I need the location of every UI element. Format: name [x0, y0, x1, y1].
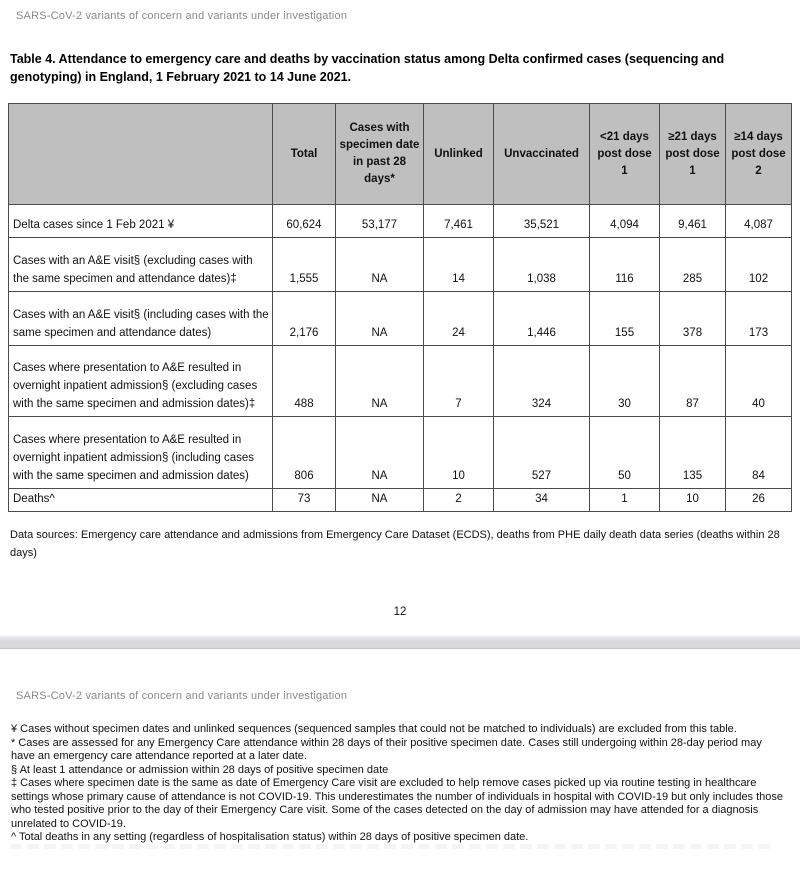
value-cell: 24: [424, 292, 494, 346]
column-header: Unlinked: [424, 104, 494, 205]
value-cell: 35,521: [494, 205, 590, 238]
value-cell: NA: [336, 417, 424, 489]
row-label: Cases with an A&E visit§ (excluding cases with the same specimen and attendance dates)‡: [9, 238, 273, 292]
value-cell: 84: [726, 417, 792, 489]
value-cell: 87: [660, 346, 726, 417]
column-header: ≥21 days post dose 1: [660, 104, 726, 205]
row-label: Cases with an A&E visit§ (including cases with the same specimen and attendance dates): [9, 292, 273, 346]
value-cell: 1: [590, 489, 660, 512]
value-cell: 9,461: [660, 205, 726, 238]
value-cell: 527: [494, 417, 590, 489]
value-cell: 173: [726, 292, 792, 346]
value-cell: 73: [273, 489, 336, 512]
value-cell: 324: [494, 346, 590, 417]
footnote: ^ Total deaths in any setting (regardless of hospitalisation status) within 28 days of positive specimen date.: [11, 831, 529, 843]
value-cell: 488: [273, 346, 336, 417]
value-cell: 285: [660, 238, 726, 292]
column-header: <21 days post dose 1: [590, 104, 660, 205]
document-page-2: [0, 649, 800, 870]
value-cell: 7: [424, 346, 494, 417]
value-cell: 50: [590, 417, 660, 489]
value-cell: 2: [424, 489, 494, 512]
table-row: [9, 238, 792, 292]
value-cell: 10: [424, 417, 494, 489]
column-header: ≥14 days post dose 2: [726, 104, 792, 205]
running-header: SARS-CoV-2 variants of concern and variants under investigation: [16, 690, 348, 702]
value-cell: 102: [726, 238, 792, 292]
faded-text-remnant: [10, 844, 772, 849]
row-label: Cases where presentation to A&E resulted in overnight inpatient admission§ (including cases with the same specimen and admission dates): [9, 417, 273, 489]
value-cell: 155: [590, 292, 660, 346]
column-header: Cases with specimen date in past 28 days*: [336, 104, 424, 205]
footnote: * Cases are assessed for any Emergency Care attendance within 28 days of their positive specimen date. Cases still undergoing within 28-day period may have an emergency care attendance reported at a later date.: [11, 736, 762, 762]
page-number: 12: [393, 606, 407, 618]
value-cell: 60,624: [273, 205, 336, 238]
value-cell: 806: [273, 417, 336, 489]
value-cell: NA: [336, 238, 424, 292]
table-row: [9, 417, 792, 489]
value-cell: 1,555: [273, 238, 336, 292]
footnote: ¥ Cases without specimen dates and unlinked sequences (sequenced samples that could not be matched to individuals) are excluded from this table.: [11, 723, 737, 735]
table-row: [9, 346, 792, 417]
value-cell: 4,094: [590, 205, 660, 238]
row-label-column-header: [9, 104, 273, 205]
value-cell: 7,461: [424, 205, 494, 238]
value-cell: 34: [494, 489, 590, 512]
value-cell: 135: [660, 417, 726, 489]
table-row: [9, 489, 792, 512]
column-header: Unvaccinated: [494, 104, 590, 205]
footnote: § At least 1 attendance or admission within 28 days of positive specimen date: [11, 763, 389, 776]
value-cell: 40: [726, 346, 792, 417]
value-cell: 4,087: [726, 205, 792, 238]
column-header: Total: [273, 104, 336, 205]
attendance-deaths-table: [8, 103, 792, 512]
value-cell: 2,176: [273, 292, 336, 346]
table-title: Table 4. Attendance to emergency care and deaths by vaccination status among Delta confirmed cases (sequencing and genotyping) in England, 1 February 2021 to 14 June 2021.: [10, 52, 725, 84]
table-row: [9, 205, 792, 238]
footnotes: [11, 723, 787, 845]
value-cell: 14: [424, 238, 494, 292]
value-cell: 116: [590, 238, 660, 292]
row-label: Deaths^: [9, 489, 273, 512]
row-label: Delta cases since 1 Feb 2021 ¥: [9, 205, 273, 238]
row-label: Cases where presentation to A&E resulted in overnight inpatient admission§ (excluding cases with the same specimen and admission dates)‡: [9, 346, 273, 417]
table-header-row: [9, 104, 792, 205]
value-cell: NA: [336, 489, 424, 512]
value-cell: 378: [660, 292, 726, 346]
value-cell: 53,177: [336, 205, 424, 238]
value-cell: 10: [660, 489, 726, 512]
value-cell: NA: [336, 292, 424, 346]
data-sources-note: Data sources: Emergency care attendance and admissions from Emergency Care Dataset (ECDS), deaths from PHE daily death data series (deaths within 28 days): [10, 529, 780, 559]
value-cell: 26: [726, 489, 792, 512]
running-header: SARS-CoV-2 variants of concern and variants under investigation: [16, 10, 348, 22]
footnote: ‡ Cases where specimen date is the same as date of Emergency Care visit are excluded to help remove cases picked up via routine testing in healthcare settings whose primary cause of attendance is not COVID-19. This underestimates the number of individuals in hospital with COVID-19 but only includes those who tested positive prior to the day of their Emergency Care visit. Some of the cases detected on the day of admission may have attended for a diagnosis unrelated to COVID-19.: [11, 777, 784, 830]
value-cell: NA: [336, 346, 424, 417]
table-row: [9, 292, 792, 346]
value-cell: 1,446: [494, 292, 590, 346]
value-cell: 30: [590, 346, 660, 417]
value-cell: 1,038: [494, 238, 590, 292]
page-separator: [0, 635, 800, 649]
